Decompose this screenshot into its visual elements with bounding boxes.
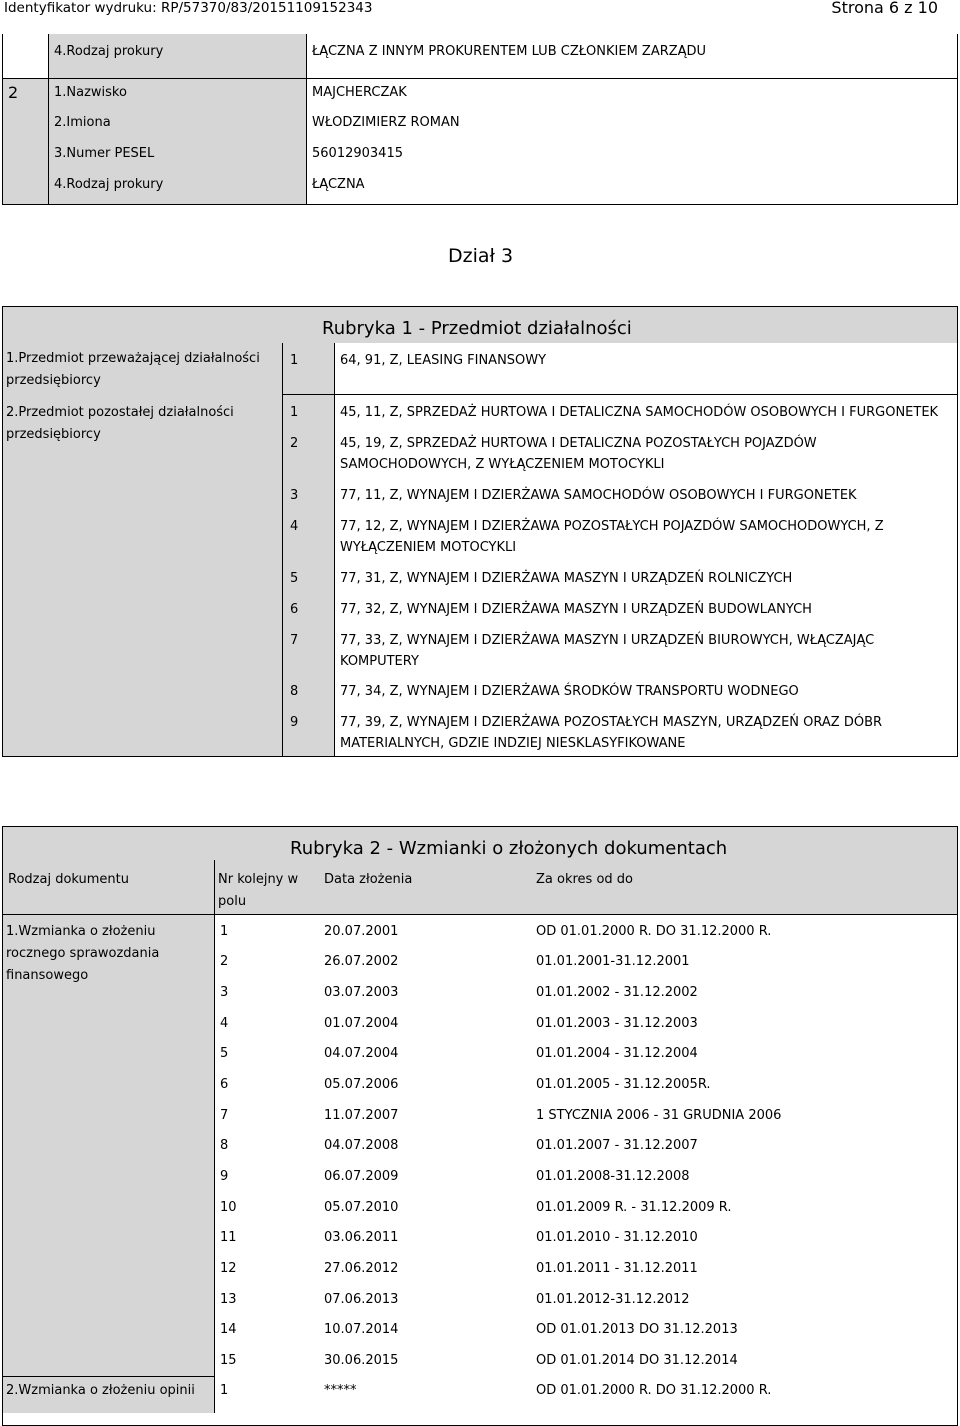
group1-label-line1: 1.Wzmianka o złożeniu [6,924,156,939]
pesel-value: 56012903415 [312,146,403,161]
col-number-line1: Nr kolejny w [218,872,299,887]
col-period: Za okres od do [536,872,633,887]
doc-row-period: 01.01.2007 - 31.12.2007 [536,1138,698,1153]
doc-row-no: 14 [220,1322,237,1337]
group1-label-line2: rocznego sprawozdania [6,946,160,961]
activity-no: 2 [290,436,299,451]
group1-label-line3: finansowego [6,968,89,983]
doc-row-date: 10.07.2014 [324,1322,399,1337]
surname-value: MAJCHERCZAK [312,85,407,100]
activity-no: 9 [290,715,299,730]
group2-label: 2.Wzmianka o złożeniu opinii [6,1383,195,1398]
opinion-row-no: 1 [220,1383,229,1398]
doc-row-date: 26.07.2002 [324,954,399,969]
main-activity-label-line1: 1.Przedmiot przeważającej działalności [6,351,260,366]
doc-row-date: 05.07.2006 [324,1077,399,1092]
doc-row-date: 04.07.2004 [324,1046,399,1061]
col-doc-type: Rodzaj dokumentu [8,872,129,887]
doc-row-date: 06.07.2009 [324,1169,399,1184]
main-activity-label-line2: przedsiębiorcy [6,373,101,388]
main-activity-no: 1 [290,353,299,368]
doc-row-period: 01.01.2002 - 31.12.2002 [536,985,698,1000]
doc-row-date: 03.06.2011 [324,1230,399,1245]
doc-row-period: 01.01.2012-31.12.2012 [536,1292,690,1307]
doc-row-date: 03.07.2003 [324,985,399,1000]
doc-row-period: OD 01.01.2014 DO 31.12.2014 [536,1353,738,1368]
doc-row-period: 01.01.2005 - 31.12.2005R. [536,1077,711,1092]
activity-text: 77, 33, Z, WYNAJEM I DZIERŻAWA MASZYN I URZĄDZEŃ BIUROWYCH, WŁĄCZAJĄC KOMPUTERY [340,633,875,669]
prev-prokura-value: ŁĄCZNA Z INNYM PROKURENTEM LUB CZŁONKIEM ZARZĄDU [312,44,707,59]
col-number-line2: polu [218,894,247,909]
doc-row-date: 01.07.2004 [324,1016,399,1031]
doc-row-no: 11 [220,1230,237,1245]
doc-row-date: 20.07.2001 [324,924,399,939]
prev-prokura-label: 4.Rodzaj prokury [54,44,164,59]
rubryka2-title: Rubryka 2 - Wzmianki o złożonych dokumentach [290,838,728,859]
pesel-label: 3.Numer PESEL [54,146,155,161]
other-activity-label-line1: 2.Przedmiot pozostałej działalności [6,405,234,420]
rubryka2-frame [2,826,958,1426]
names-label: 2.Imiona [54,115,111,130]
activity-no: 7 [290,633,299,648]
doc-row-period: OD 01.01.2000 R. DO 31.12.2000 R. [536,924,772,939]
section-title: Dział 3 [448,245,514,267]
doc-row-no: 9 [220,1169,229,1184]
prokura-type-label: 4.Rodzaj prokury [54,177,164,192]
doc-row-date: 30.06.2015 [324,1353,399,1368]
doc-row-no: 15 [220,1353,237,1368]
doc-row-no: 7 [220,1108,229,1123]
person-number: 2 [8,83,19,102]
doc-row-period: 01.01.2011 - 31.12.2011 [536,1261,698,1276]
doc-row-period: 01.01.2001-31.12.2001 [536,954,690,969]
doc-row-no: 12 [220,1261,237,1276]
activity-text: 77, 11, Z, WYNAJEM I DZIERŻAWA SAMOCHODÓW OSOBOWYCH I FURGONETEK [340,488,857,503]
doc-row-no: 6 [220,1077,229,1092]
activity-text: 77, 12, Z, WYNAJEM I DZIERŻAWA POZOSTAŁYCH POJAZDÓW SAMOCHODOWYCH, Z WYŁĄCZENIEM MOTOCYKLI [340,519,884,555]
print-identifier: Identyfikator wydruku: RP/57370/83/20151109152343 [4,0,373,16]
doc-row-date: 04.07.2008 [324,1138,399,1153]
doc-row-date: 07.06.2013 [324,1292,399,1307]
activity-no: 8 [290,684,299,699]
opinion-row-period: OD 01.01.2000 R. DO 31.12.2000 R. [536,1383,772,1398]
other-activity-label-line2: przedsiębiorcy [6,427,101,442]
activity-no: 3 [290,488,299,503]
doc-row-period: 01.01.2004 - 31.12.2004 [536,1046,698,1061]
opinion-row-date: ***** [324,1383,357,1398]
doc-row-period: 01.01.2009 R. - 31.12.2009 R. [536,1200,732,1215]
doc-row-no: 3 [220,985,229,1000]
activity-text: 77, 31, Z, WYNAJEM I DZIERŻAWA MASZYN I URZĄDZEŃ ROLNICZYCH [340,571,793,586]
activity-no: 1 [290,405,299,420]
doc-row-period: 01.01.2010 - 31.12.2010 [536,1230,698,1245]
doc-row-no: 10 [220,1200,237,1215]
names-value: WŁODZIMIERZ ROMAN [312,115,460,130]
activity-text: 45, 11, Z, SPRZEDAŻ HURTOWA I DETALICZNA SAMOCHODÓW OSOBOWYCH I FURGONETEK [340,405,939,420]
activity-text: 77, 34, Z, WYNAJEM I DZIERŻAWA ŚRODKÓW TRANSPORTU WODNEGO [340,684,799,699]
doc-row-no: 4 [220,1016,229,1031]
activity-no: 4 [290,519,299,534]
activity-text: 45, 19, Z, SPRZEDAŻ HURTOWA I DETALICZNA POZOSTAŁYCH POJAZDÓW SAMOCHODOWYCH, Z WYŁĄCZENIEM MOTOCYKLI [340,436,817,472]
activity-text: 77, 39, Z, WYNAJEM I DZIERŻAWA POZOSTAŁYCH MASZYN, URZĄDZEŃ ORAZ DÓBR MATERIALNYCH, GDZIE INDZIEJ NIESKLASYFIKOWANE [340,715,883,751]
doc-row-period: OD 01.01.2013 DO 31.12.2013 [536,1322,738,1337]
doc-row-date: 11.07.2007 [324,1108,399,1123]
surname-label: 1.Nazwisko [54,85,127,100]
activity-no: 6 [290,602,299,617]
page-number: Strona 6 z 10 [831,0,938,17]
doc-row-no: 8 [220,1138,229,1153]
prokura-type-value: ŁĄCZNA [312,177,365,192]
rubryka1-title: Rubryka 1 - Przedmiot działalności [322,318,632,339]
doc-row-date: 27.06.2012 [324,1261,399,1276]
doc-row-period: 01.01.2003 - 31.12.2003 [536,1016,698,1031]
activity-no: 5 [290,571,299,586]
col-date: Data złożenia [324,872,413,887]
doc-row-no: 2 [220,954,229,969]
doc-row-date: 05.07.2010 [324,1200,399,1215]
main-activity-text: 64, 91, Z, LEASING FINANSOWY [340,353,547,368]
doc-row-no: 1 [220,924,229,939]
doc-row-no: 13 [220,1292,237,1307]
top-divider [2,78,958,79]
doc-row-period: 01.01.2008-31.12.2008 [536,1169,690,1184]
activity-text: 77, 32, Z, WYNAJEM I DZIERŻAWA MASZYN I URZĄDZEŃ BUDOWLANYCH [340,602,812,617]
doc-row-no: 5 [220,1046,229,1061]
doc-row-period: 1 STYCZNIA 2006 - 31 GRUDNIA 2006 [536,1108,782,1123]
